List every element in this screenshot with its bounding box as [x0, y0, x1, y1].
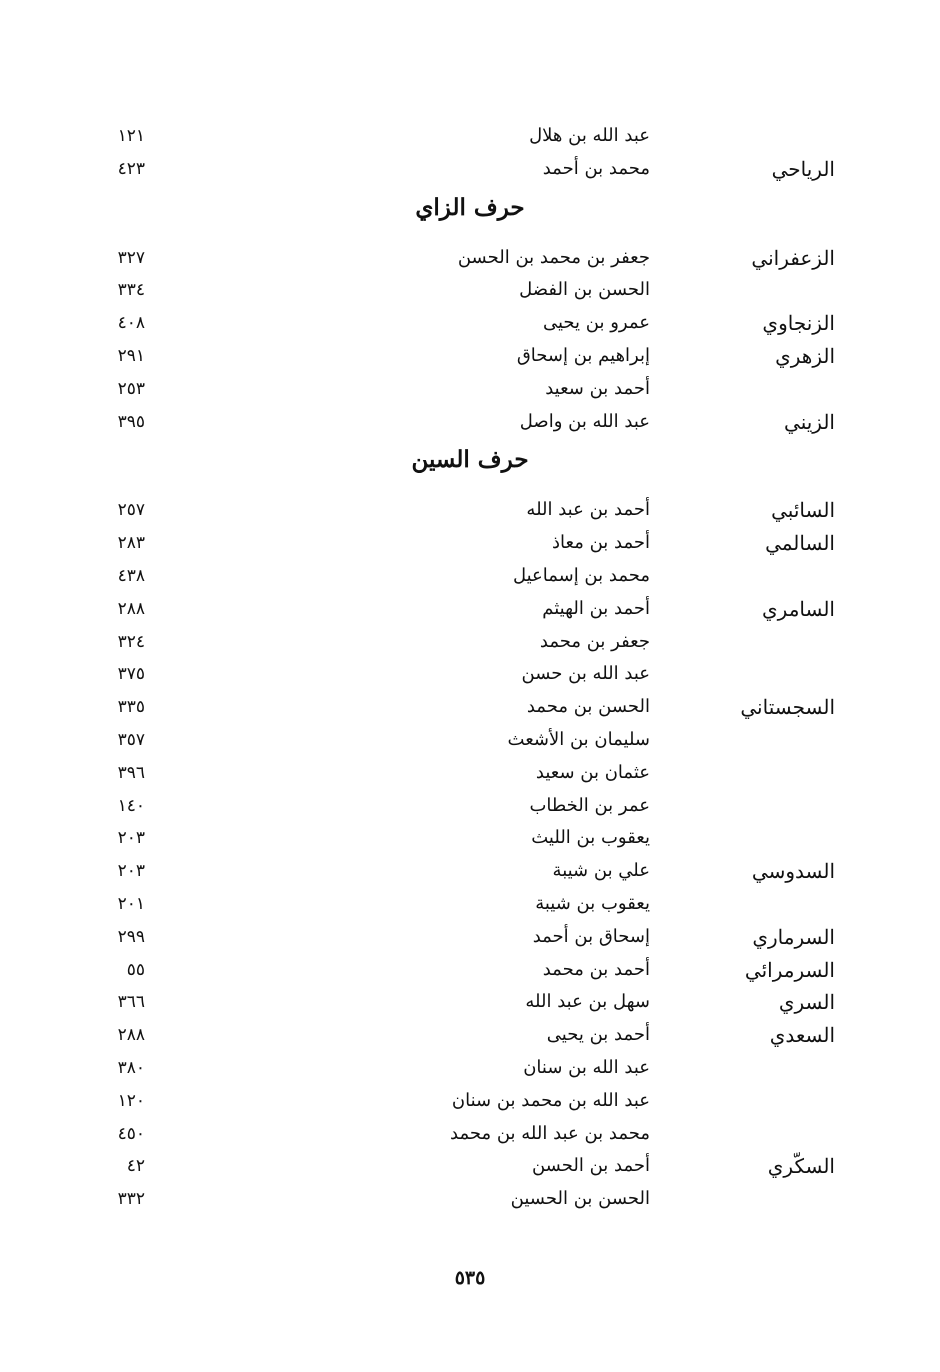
- page-reference: ٣٦٦: [117, 992, 145, 1013]
- page-reference: ٣٩٥: [117, 411, 145, 432]
- person-name: الحسن بن الحسين: [510, 1188, 650, 1210]
- page-reference: ٤٣٨: [117, 566, 145, 586]
- page-number: ٥٣٥: [454, 1267, 486, 1289]
- index-row: [0, 1150, 940, 1182]
- page-reference: ٣٩٦: [117, 762, 145, 783]
- nisba-label: السائبي: [771, 498, 835, 523]
- person-name: عثمان بن سعيد: [535, 761, 650, 783]
- index-row: [0, 153, 940, 185]
- page-reference: ٣٢٧: [117, 247, 145, 268]
- page-reference: ٢٠٣: [117, 828, 145, 849]
- person-name: أحمد بن سعيد: [545, 377, 650, 399]
- page-reference: ٣٨٠: [117, 1058, 145, 1078]
- nisba-label: [690, 1052, 835, 1084]
- page-reference: ٢٥٧: [117, 500, 145, 521]
- person-name: عبد الله بن محمد بن سنان: [451, 1089, 650, 1111]
- nisba-label: [690, 1118, 835, 1150]
- nisba-label: الرياحي: [771, 156, 835, 181]
- person-name: إبراهيم بن إسحاق: [516, 345, 650, 366]
- page-reference: ٣٥٧: [117, 730, 145, 750]
- index-row: [0, 921, 940, 953]
- nisba-label: [690, 626, 835, 658]
- nisba-label: [690, 658, 835, 690]
- index-row: [0, 560, 940, 592]
- person-name: أحمد بن عبد الله: [526, 499, 650, 521]
- index-row: [0, 307, 940, 339]
- nisba-label: [690, 274, 835, 306]
- page-reference: ١٢٠: [117, 1090, 145, 1111]
- page-reference: ٤٢٣: [117, 158, 145, 179]
- page-reference: ٣٧٥: [117, 664, 145, 685]
- person-name: عبد الله بن هلال: [529, 125, 650, 146]
- index-row: [0, 822, 940, 854]
- person-name: أحمد بن الحسن: [531, 1155, 650, 1177]
- page-reference: ٤٠٨: [117, 313, 145, 334]
- nisba-label: الزنجاوي: [762, 311, 835, 336]
- index-row: [0, 1118, 940, 1150]
- index-row: [0, 724, 940, 756]
- index-row: [0, 274, 940, 306]
- page-reference: ٤٢: [126, 1156, 145, 1177]
- person-name: يعقوب بن الليث: [531, 827, 650, 849]
- page-reference: ٢٨٣: [117, 533, 145, 554]
- nisba-label: السجستاني: [740, 695, 835, 720]
- page-reference: ٢٠١: [117, 894, 145, 914]
- nisba-label: [690, 757, 835, 789]
- index-row: [0, 1085, 940, 1117]
- page-reference: ٣٢٤: [117, 631, 145, 652]
- index-row: [0, 593, 940, 625]
- nisba-label: الزهري: [775, 344, 835, 368]
- nisba-label: الزعفراني: [751, 245, 835, 270]
- index-row: [0, 340, 940, 372]
- person-name: عمرو بن يحيى: [543, 312, 650, 334]
- person-name: أحمد بن معاذ: [552, 532, 650, 554]
- section-heading: حرف السين: [411, 446, 529, 474]
- page-reference: ٣٣٢: [117, 1189, 145, 1210]
- index-row: [0, 1052, 940, 1084]
- nisba-label: [690, 373, 835, 405]
- page-reference: ١٢١: [117, 126, 145, 146]
- index-row: [0, 494, 940, 526]
- nisba-label: [690, 1183, 835, 1215]
- person-name: يعقوب بن شيبة: [535, 893, 650, 914]
- person-name: عبد الله بن واصل: [519, 410, 650, 432]
- index-row: [0, 888, 940, 920]
- person-name: محمد بن عبد الله بن محمد: [450, 1122, 650, 1144]
- section-heading: حرف الزاي: [415, 193, 525, 221]
- index-row: [0, 691, 940, 723]
- index-row: [0, 626, 940, 658]
- index-row: [0, 855, 940, 887]
- page-reference: ٣٣٤: [117, 280, 145, 301]
- nisba-label: السالمي: [765, 531, 835, 556]
- person-name: سهل بن عبد الله: [525, 991, 650, 1013]
- person-name: عمر بن الخطاب: [529, 794, 650, 816]
- index-row: [0, 757, 940, 789]
- nisba-label: [690, 790, 835, 822]
- nisba-label: [690, 560, 835, 592]
- person-name: عبد الله بن سنان: [523, 1057, 650, 1078]
- page-reference: ١٤٠: [117, 795, 145, 816]
- nisba-label: [690, 724, 835, 756]
- page-reference: ٣٣٥: [117, 697, 145, 718]
- index-row: [0, 658, 940, 690]
- person-name: أحمد بن الهيثم: [542, 597, 650, 619]
- index-row: [0, 954, 940, 986]
- nisba-label: الزيني: [784, 409, 835, 434]
- person-name: إسحاق بن أحمد: [532, 925, 650, 947]
- person-name: جعفر بن محمد بن الحسن: [457, 246, 650, 268]
- person-name: جعفر بن محمد: [539, 630, 650, 652]
- nisba-label: [690, 888, 835, 920]
- index-row: [0, 1019, 940, 1051]
- index-row: [0, 790, 940, 822]
- page-reference: ٥٥: [126, 959, 145, 980]
- nisba-label: [690, 120, 835, 152]
- nisba-label: السري: [778, 990, 835, 1015]
- index-row: [0, 242, 940, 274]
- nisba-label: [690, 822, 835, 854]
- person-name: أحمد بن محمد: [542, 958, 650, 980]
- index-row: [0, 1183, 940, 1215]
- page-reference: ٢٩١: [117, 346, 145, 366]
- page-reference: ٢٥٣: [117, 378, 145, 399]
- page-reference: ٤٥٠: [117, 1123, 145, 1144]
- page-reference: ٢٨٨: [117, 598, 145, 619]
- person-name: عبد الله بن حسن: [521, 663, 650, 685]
- person-name: أحمد بن يحيى: [546, 1024, 650, 1046]
- person-name: محمد بن إسماعيل: [512, 565, 650, 586]
- page-reference: ٢٠٣: [117, 861, 145, 882]
- person-name: علي بن شيبة: [552, 860, 650, 882]
- nisba-label: السكّري: [767, 1154, 835, 1179]
- person-name: محمد بن أحمد: [542, 157, 650, 179]
- nisba-label: [690, 1085, 835, 1117]
- index-row: [0, 527, 940, 559]
- nisba-label: السرماري: [752, 924, 835, 949]
- index-row: [0, 986, 940, 1018]
- nisba-label: السرمرائي: [744, 957, 835, 982]
- person-name: الحسن بن الفضل: [519, 279, 650, 301]
- page-reference: ٢٩٩: [117, 926, 145, 947]
- person-name: الحسن بن محمد: [526, 696, 650, 718]
- index-row: [0, 406, 940, 438]
- index-row: [0, 120, 940, 152]
- nisba-label: السدوسي: [751, 859, 835, 884]
- index-row: [0, 373, 940, 405]
- person-name: سليمان بن الأشعث: [507, 729, 650, 750]
- page-reference: ٢٨٨: [117, 1025, 145, 1046]
- nisba-label: السعدي: [769, 1023, 835, 1048]
- nisba-label: السامري: [762, 596, 835, 621]
